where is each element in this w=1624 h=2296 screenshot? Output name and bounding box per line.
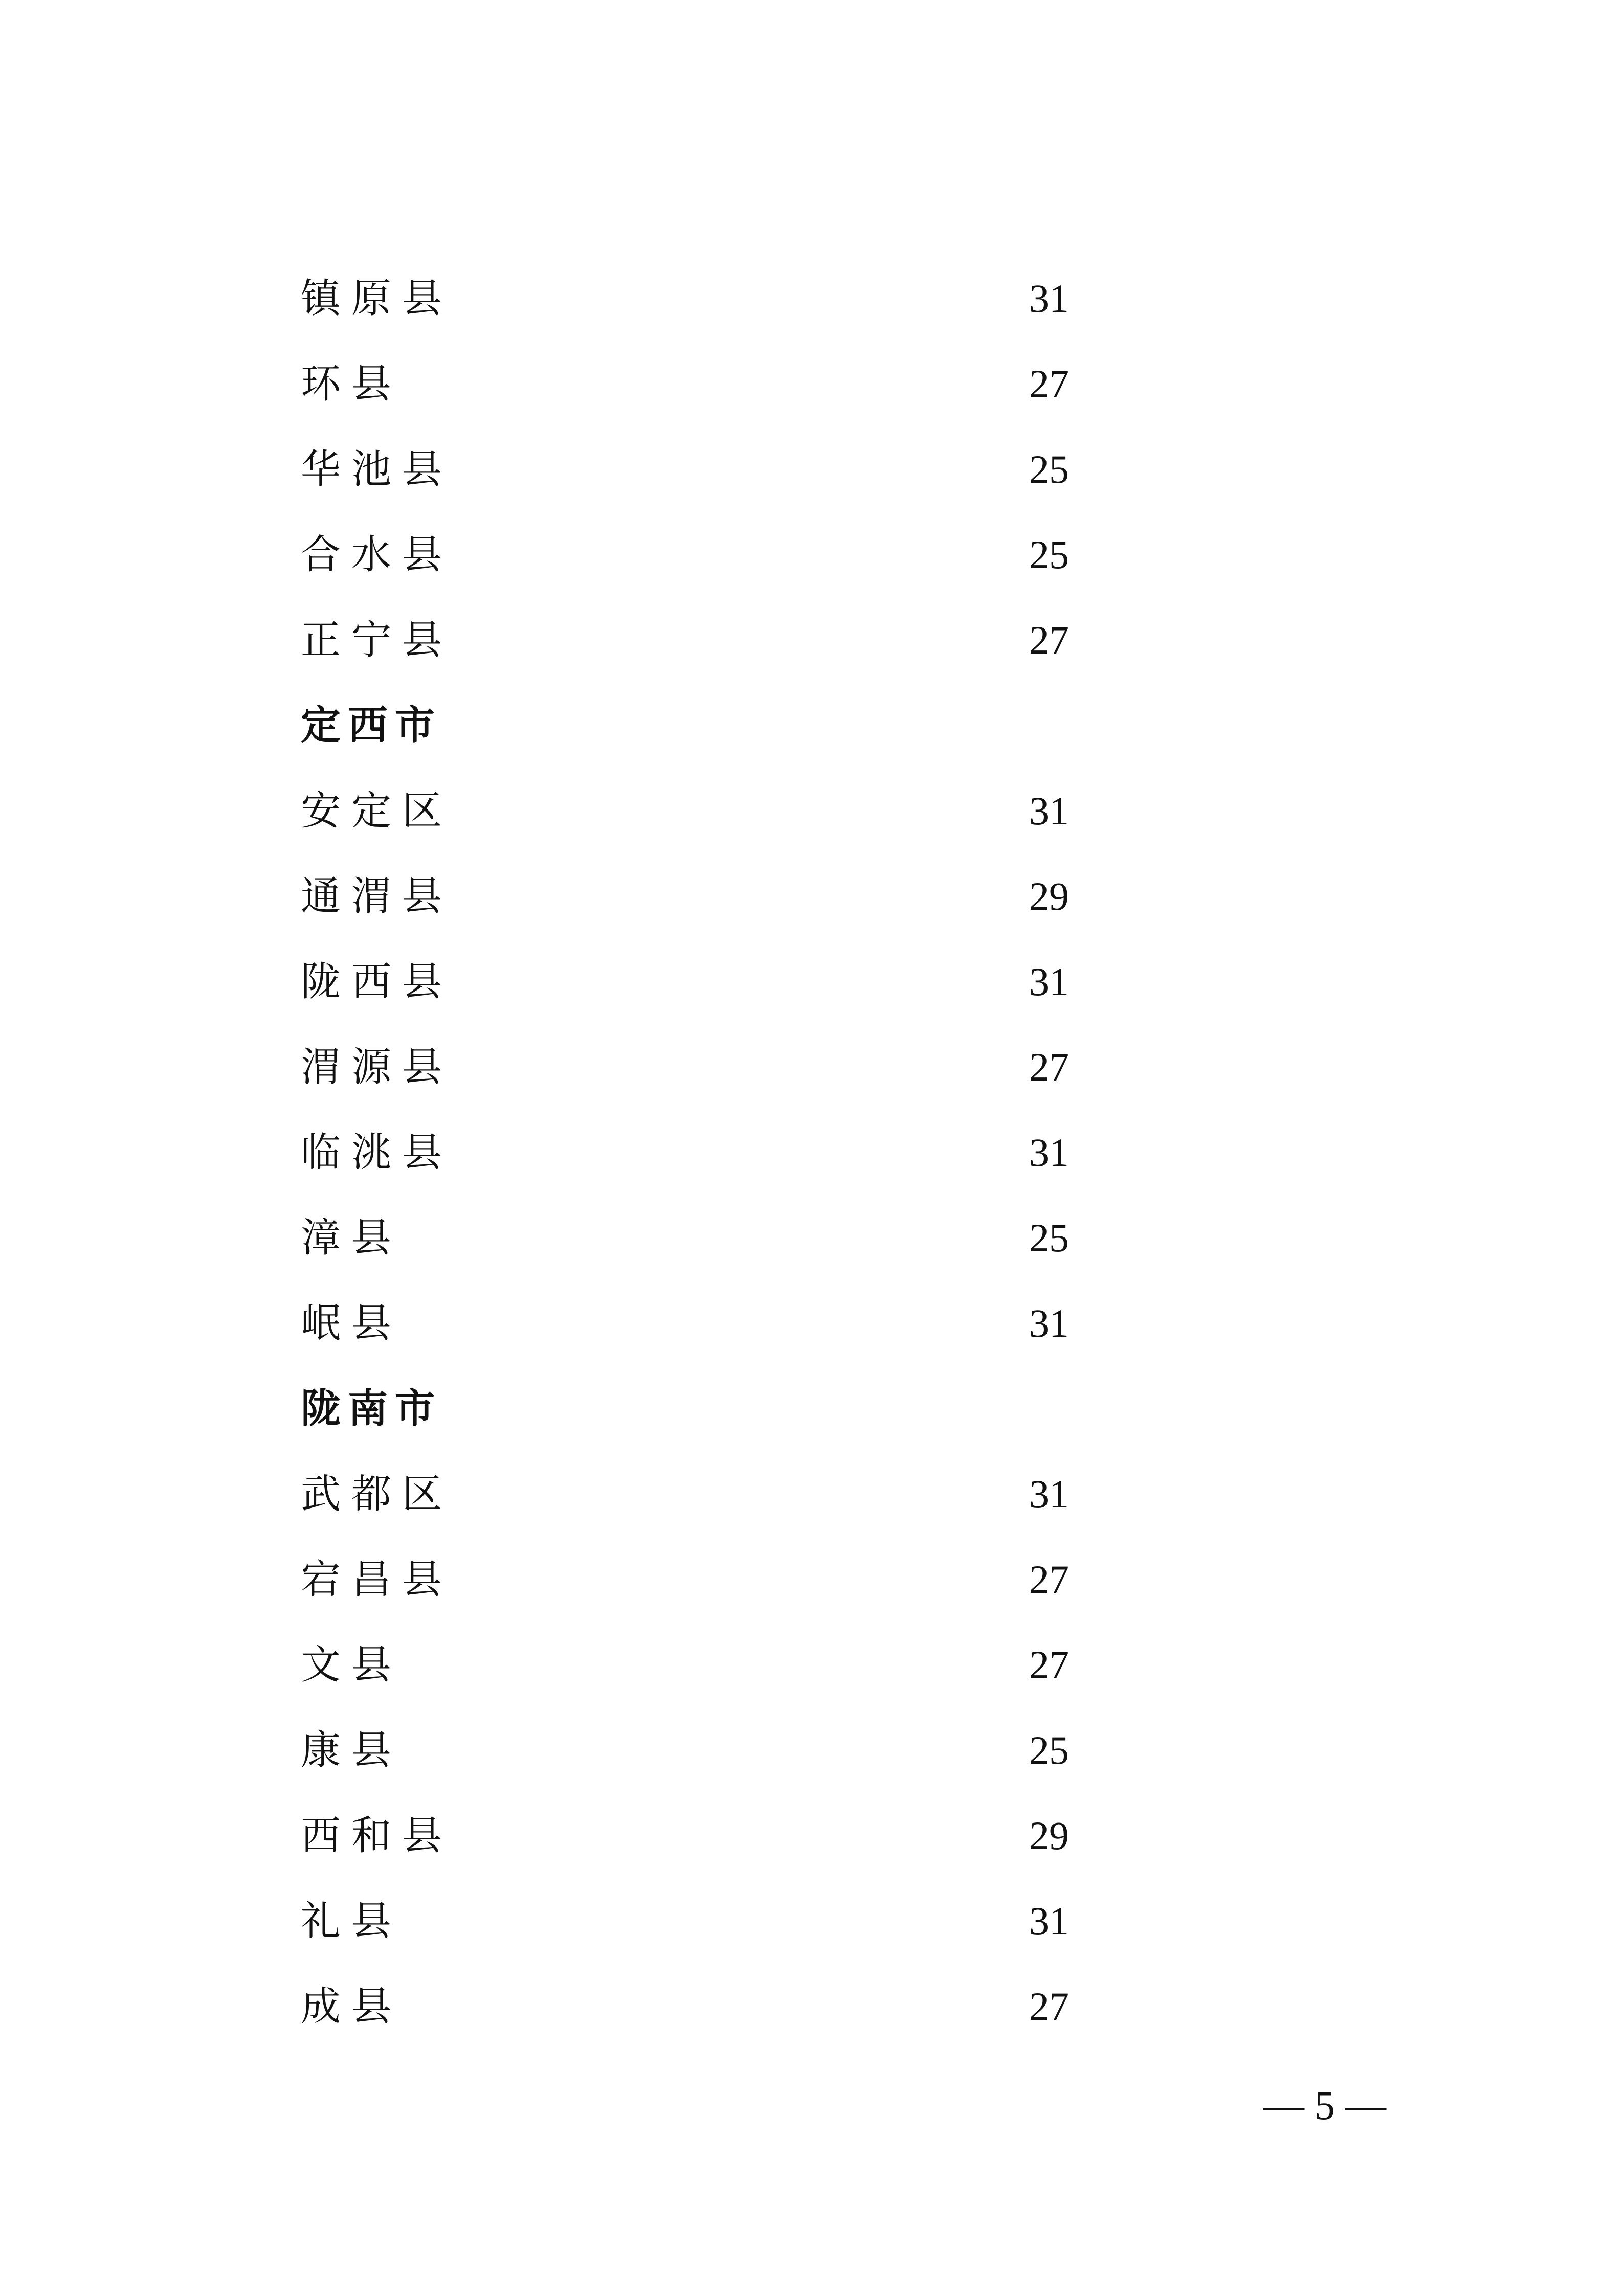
county-row: [0, 1622, 1624, 1708]
county-row: [0, 426, 1624, 512]
city-heading: 陇南市: [301, 1386, 442, 1432]
county-row: [0, 1537, 1624, 1623]
county-row: [0, 1793, 1624, 1879]
county-value: 25: [1029, 1728, 1069, 1772]
county-row: [0, 853, 1624, 939]
county-name: 渭源县: [301, 1044, 453, 1090]
county-value: 31: [1029, 276, 1069, 321]
county-row: [0, 1024, 1624, 1110]
county-name: 合水县: [301, 532, 453, 578]
county-name: 文县: [301, 1642, 403, 1688]
county-value: 25: [1029, 447, 1069, 491]
county-row: [0, 768, 1624, 854]
county-name: 通渭县: [301, 873, 453, 919]
county-value: 29: [1029, 1813, 1069, 1858]
county-value: 27: [1029, 1045, 1069, 1089]
county-name: 正宁县: [301, 617, 453, 663]
city-heading: 定西市: [301, 703, 442, 749]
county-value: 31: [1029, 1472, 1069, 1516]
county-row: [0, 1878, 1624, 1964]
county-value: 31: [1029, 959, 1069, 1004]
county-name: 武都区: [301, 1471, 453, 1517]
county-value: 27: [1029, 618, 1069, 662]
county-name: 礼县: [301, 1898, 403, 1944]
county-row: [0, 1195, 1624, 1281]
county-row: [0, 1451, 1624, 1537]
county-value: 31: [1029, 1130, 1069, 1175]
county-row: [0, 939, 1624, 1025]
county-value: 31: [1029, 1899, 1069, 1943]
county-name: 康县: [301, 1727, 403, 1773]
county-name: 环县: [301, 361, 403, 407]
page-number: — 5 —: [1263, 2083, 1386, 2128]
county-name: 漳县: [301, 1215, 403, 1261]
county-value: 31: [1029, 1301, 1069, 1345]
county-row: [0, 1964, 1624, 2050]
county-value: 27: [1029, 1642, 1069, 1687]
county-name: 华池县: [301, 446, 453, 492]
county-name: 临洮县: [301, 1130, 453, 1176]
county-value: 25: [1029, 1215, 1069, 1260]
county-value: 29: [1029, 874, 1069, 918]
county-name: 宕昌县: [301, 1557, 453, 1603]
county-name: 镇原县: [301, 276, 453, 322]
county-name: 安定区: [301, 788, 453, 834]
county-value: 27: [1029, 1984, 1069, 2029]
county-row: [0, 256, 1624, 342]
county-row: [0, 1707, 1624, 1793]
county-value: 31: [1029, 789, 1069, 833]
county-name: 陇西县: [301, 959, 453, 1005]
county-value: 27: [1029, 362, 1069, 406]
county-row: [0, 597, 1624, 683]
county-row: [0, 1110, 1624, 1196]
county-row: [0, 341, 1624, 427]
county-row: [0, 512, 1624, 598]
county-name: 西和县: [301, 1813, 453, 1859]
county-name: 成县: [301, 1984, 403, 2030]
county-value: 27: [1029, 1557, 1069, 1602]
county-row: [0, 1280, 1624, 1366]
city-heading-row: [0, 683, 1624, 769]
county-name: 岷县: [301, 1300, 403, 1346]
city-heading-row: [0, 1366, 1624, 1452]
county-value: 25: [1029, 532, 1069, 577]
